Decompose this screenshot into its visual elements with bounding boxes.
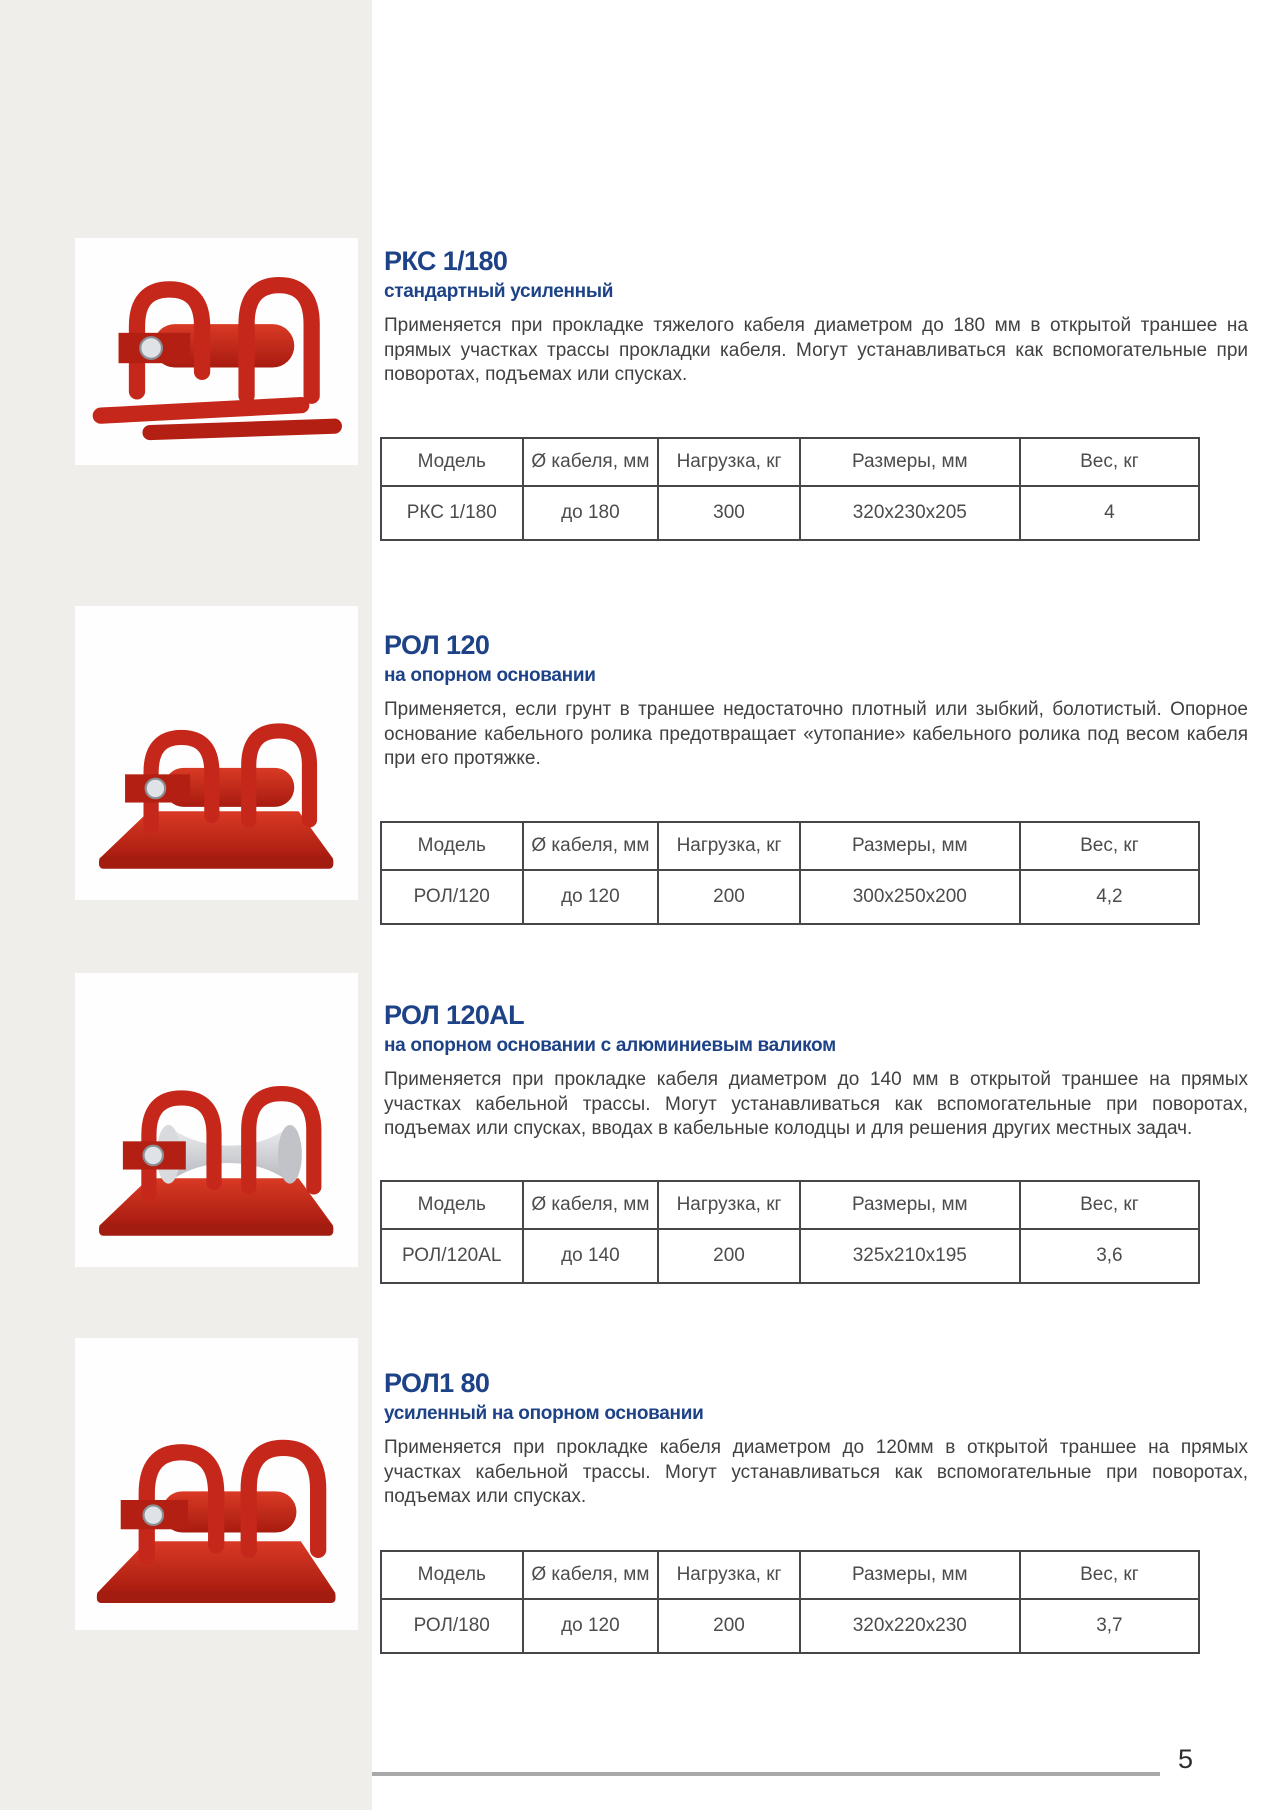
- spec-cell-dimensions: 325x210x195: [800, 1229, 1020, 1283]
- spec-header-row: [381, 1181, 1199, 1229]
- section-rol-120al: [384, 1000, 1248, 1142]
- spec-cell-dimensions: 320x230x205: [800, 486, 1020, 540]
- product-description: Применяется, если грунт в траншее недостаточно плотный или зыбкий, болотистый. Опорное основание кабельного ролика предотвращает «утопание» кабельного ролика под весом кабеля при его протяжке.: [384, 699, 1248, 769]
- spec-cell-model: РКС 1/180: [381, 486, 523, 540]
- spec-header-dimensions: Размеры, мм: [800, 1181, 1020, 1229]
- spec-header-diameter: Ø кабеля, мм: [523, 1551, 659, 1599]
- spec-header-diameter: Ø кабеля, мм: [523, 1181, 659, 1229]
- spec-data-row: [381, 870, 1199, 924]
- spec-cell-model: РОЛ/180: [381, 1599, 523, 1653]
- page-number: 5: [1178, 1744, 1194, 1774]
- product-title: РКС 1/180: [384, 246, 508, 276]
- product-image-1: [75, 238, 358, 465]
- spec-cell-diameter: до 140: [523, 1229, 659, 1283]
- spec-header-load: Нагрузка, кг: [658, 822, 800, 870]
- spec-cell-weight: 4: [1020, 486, 1199, 540]
- spec-header-dimensions: Размеры, мм: [800, 438, 1020, 486]
- spec-header-weight: Вес, кг: [1020, 1551, 1199, 1599]
- spec-header-model: Модель: [381, 1551, 523, 1599]
- spec-cell-weight: 4,2: [1020, 870, 1199, 924]
- spec-cell-diameter: до 120: [523, 1599, 659, 1653]
- spec-header-load: Нагрузка, кг: [658, 1551, 800, 1599]
- spec-cell-dimensions: 320x220x230: [800, 1599, 1020, 1653]
- section-rol1-80: [384, 1368, 1248, 1510]
- spec-header-model: Модель: [381, 438, 523, 486]
- spec-header-dimensions: Размеры, мм: [800, 1551, 1020, 1599]
- spec-cell-diameter: до 120: [523, 870, 659, 924]
- cable-roller-reinforced-icon: [86, 1385, 346, 1613]
- product-subtitle: стандартный усиленный: [384, 281, 614, 302]
- cable-roller-on-skids-icon: [86, 238, 346, 448]
- product-description: Применяется при прокладке тяжелого кабеля диаметром до 180 мм в открытой траншее на прямых участках трассы прокладки кабеля. Могут устанавливаться как вспомогательные при поворотах, подъемах или спусках.: [384, 315, 1248, 385]
- section-rol-120: [384, 630, 1248, 772]
- product-title: РОЛ 120AL: [384, 1000, 525, 1030]
- spec-table-3: [380, 1180, 1200, 1284]
- cable-roller-on-plate-icon: [86, 655, 346, 883]
- product-title: РОЛ1 80: [384, 1368, 490, 1398]
- spec-cell-dimensions: 300x250x200: [800, 870, 1020, 924]
- spec-data-row: [381, 1229, 1199, 1283]
- product-title: РОЛ 120: [384, 630, 490, 660]
- spec-table-4: [380, 1550, 1200, 1654]
- spec-cell-model: РОЛ/120AL: [381, 1229, 523, 1283]
- spec-cell-diameter: до 180: [523, 486, 659, 540]
- spec-data-row: [381, 1599, 1199, 1653]
- product-description: Применяется при прокладке кабеля диаметром до 140 мм в открытой траншее на прямых участках кабельной трассы. Могут устанавливаться как вспомогательные при поворотах, подъемах или спусках, вводах в кабельные колодцы и для решения других местных задач.: [384, 1069, 1248, 1139]
- spec-table-2: [380, 821, 1200, 925]
- section-rks-1-180: [384, 246, 1248, 388]
- spec-header-model: Модель: [381, 822, 523, 870]
- spec-cell-weight: 3,7: [1020, 1599, 1199, 1653]
- spec-header-weight: Вес, кг: [1020, 438, 1199, 486]
- spec-header-model: Модель: [381, 1181, 523, 1229]
- spec-header-dimensions: Размеры, мм: [800, 822, 1020, 870]
- spec-header-diameter: Ø кабеля, мм: [523, 822, 659, 870]
- spec-header-weight: Вес, кг: [1020, 822, 1199, 870]
- spec-header-row: [381, 822, 1199, 870]
- product-description: Применяется при прокладке кабеля диаметром до 120мм в открытой траншее на прямых участках кабельной трассы. Могут устанавливаться как вспомогательные при поворотах, подъемах или спусках.: [384, 1437, 1248, 1507]
- product-subtitle: на опорном основании с алюминиевым валиком: [384, 1035, 836, 1056]
- spec-header-weight: Вес, кг: [1020, 1181, 1199, 1229]
- cable-roller-aluminum-icon: [86, 1022, 346, 1250]
- product-image-4: [75, 1338, 358, 1630]
- product-subtitle: на опорном основании: [384, 665, 596, 686]
- spec-cell-load: 200: [658, 1599, 800, 1653]
- spec-header-row: [381, 438, 1199, 486]
- spec-data-row: [381, 486, 1199, 540]
- spec-cell-model: РОЛ/120: [381, 870, 523, 924]
- spec-cell-load: 300: [658, 486, 800, 540]
- spec-table-1: [380, 437, 1200, 541]
- spec-header-row: [381, 1551, 1199, 1599]
- spec-cell-load: 200: [658, 870, 800, 924]
- spec-cell-load: 200: [658, 1229, 800, 1283]
- footer-rule: [372, 1772, 1160, 1776]
- product-image-3: [75, 973, 358, 1267]
- spec-header-load: Нагрузка, кг: [658, 438, 800, 486]
- spec-header-diameter: Ø кабеля, мм: [523, 438, 659, 486]
- spec-cell-weight: 3,6: [1020, 1229, 1199, 1283]
- product-image-2: [75, 606, 358, 900]
- product-subtitle: усиленный на опорном основании: [384, 1403, 704, 1424]
- spec-header-load: Нагрузка, кг: [658, 1181, 800, 1229]
